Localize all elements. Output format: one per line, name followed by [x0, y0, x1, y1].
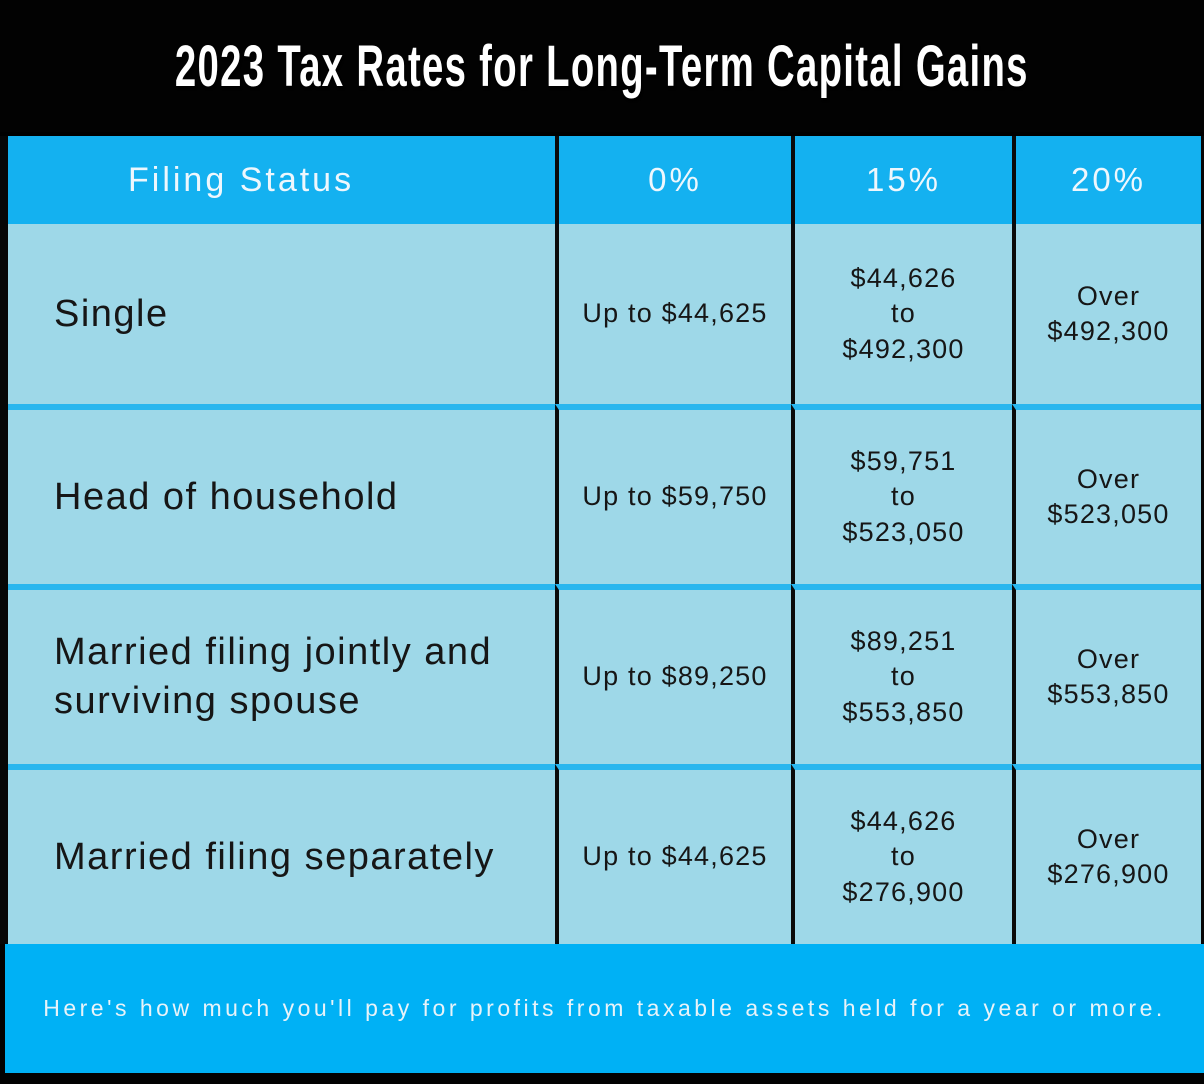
- column-header-rate-15: 15%: [791, 136, 1012, 224]
- tax-rates-table: [0, 132, 1204, 944]
- rate-20-over-word: Over: [1076, 280, 1141, 311]
- status-label: Single: [54, 292, 169, 335]
- page-title: 2023 Tax Rates for Long-Term Capital Gains: [175, 33, 1029, 99]
- rate-15-to-word: to: [891, 481, 916, 512]
- row-single-status: [8, 224, 555, 404]
- row-single-rate-0-cell: [555, 224, 791, 404]
- column-header-rate-0: 0%: [555, 136, 791, 224]
- row-married-separately-rate-15-cell: [791, 764, 1012, 944]
- rate-20-value: $523,050: [1047, 499, 1170, 529]
- row-head-of-household-rate-15-cell: [791, 404, 1012, 584]
- row-head-of-household-status: [8, 404, 555, 584]
- rate-15-to: $553,850: [842, 696, 965, 727]
- rate-15-to-word: to: [891, 841, 916, 872]
- status-label-line2: surviving spouse: [54, 680, 362, 722]
- rate-0-value: Up to $89,250: [582, 661, 768, 692]
- row-married-jointly-status: [8, 584, 555, 764]
- title-band: [0, 0, 1204, 132]
- footer-note: Here's how much you'll pay for profits from taxable assets held for a year or more.: [43, 995, 1166, 1021]
- rate-15-to: $523,050: [842, 516, 965, 547]
- rate-15-to-word: to: [891, 661, 916, 692]
- row-head-of-household-rate-20-cell: [1012, 404, 1201, 584]
- footer-caption-band: [5, 944, 1204, 1073]
- row-married-jointly-rate-20-cell: [1012, 584, 1201, 764]
- rate-15-to: $492,300: [842, 333, 965, 364]
- row-head-of-household-rate-0-cell: [555, 404, 791, 584]
- status-label: Head of household: [54, 475, 399, 518]
- rate-0-value: Up to $44,625: [582, 841, 768, 872]
- column-header-filing-status: Filing Status: [8, 136, 555, 224]
- rate-20-value: $492,300: [1047, 316, 1170, 346]
- rate-15-from: $59,751: [850, 446, 957, 477]
- rate-0-value: Up to $59,750: [582, 481, 768, 512]
- row-married-separately-status: [8, 764, 555, 944]
- rate-0-value: Up to $44,625: [582, 298, 768, 329]
- status-label: Married filing jointly and: [54, 631, 493, 674]
- rate-20-value: $276,900: [1047, 859, 1170, 889]
- row-single-rate-20-cell: [1012, 224, 1201, 404]
- status-label: Married filing separately: [54, 835, 495, 878]
- row-married-jointly-rate-0-cell: [555, 584, 791, 764]
- row-married-separately-rate-20-cell: [1012, 764, 1201, 944]
- rate-15-to-word: to: [891, 298, 916, 329]
- row-single-rate-15-cell: [791, 224, 1012, 404]
- rate-15-from: $44,626: [850, 806, 957, 837]
- rate-15-from: $89,251: [850, 626, 957, 657]
- rate-20-over-word: Over: [1076, 643, 1141, 674]
- rate-20-value: $553,850: [1047, 679, 1170, 709]
- rate-15-from: $44,626: [850, 263, 957, 294]
- row-married-jointly-rate-15-cell: [791, 584, 1012, 764]
- rate-15-to: $276,900: [842, 876, 965, 907]
- column-header-rate-20: 20%: [1012, 136, 1201, 224]
- rate-20-over-word: Over: [1076, 823, 1141, 854]
- row-married-separately-rate-0-cell: [555, 764, 791, 944]
- rate-20-over-word: Over: [1076, 463, 1141, 494]
